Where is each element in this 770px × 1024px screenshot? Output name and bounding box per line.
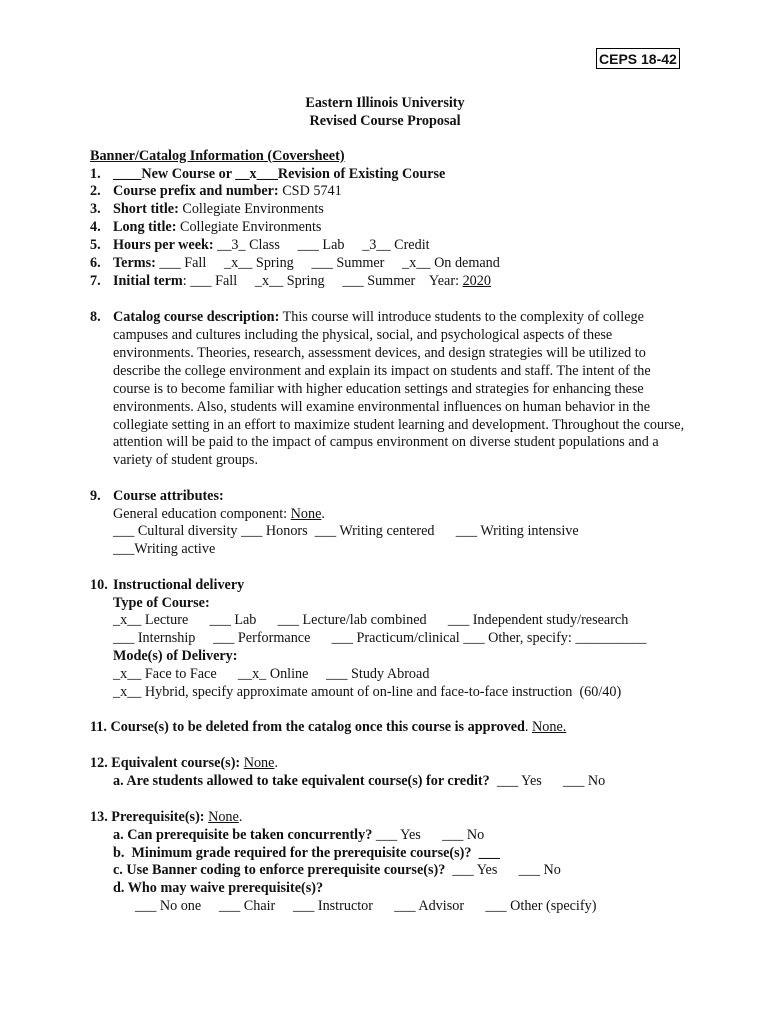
type-of-course-label: Type of Course: (113, 595, 210, 611)
prerequisites: 13. Prerequisite(s): None. (90, 809, 243, 825)
course-attributes-heading: 9. Course attributes: (90, 488, 224, 504)
prereq-banner-coding-question: c. Use Banner coding to enforce prerequisite course(s)? ___ Yes ___ No (113, 862, 561, 878)
university-name: Eastern Illinois University (305, 95, 465, 111)
prereq-waive-options: ___ No one ___ Chair ___ Instructor ___ Advisor ___ Other (specify) (135, 898, 597, 914)
catalog-description-line: describe the college environment and explain its impact on students and staff. The intent of the (113, 363, 651, 379)
attributes-options-line: ___ Cultural diversity ___ Honors ___ Writing centered ___ Writing intensive (113, 523, 579, 539)
attributes-writing-active: ___Writing active (113, 541, 216, 557)
prereq-minimum-grade-question: b. Minimum grade required for the prerequisite course(s)? ___ (113, 845, 500, 861)
equivalent-credit-question: a. Are students allowed to take equivalent course(s) for credit? ___ Yes ___ No (113, 773, 606, 789)
prereq-concurrent-question: a. Can prerequisite be taken concurrently? ___ Yes ___ No (113, 827, 485, 843)
modes-of-delivery-options-2: _x__ Hybrid, specify approximate amount of on-line and face-to-face instruction (60/40) (113, 684, 622, 700)
ceps-code-box: CEPS 18-42 (596, 48, 680, 69)
item-initial-term: 7. Initial term: ___ Fall _x__ Spring ___ Summer Year: 2020 (90, 273, 491, 289)
item-terms: 6. Terms: ___ Fall _x__ Spring ___ Summer _x__ On demand (90, 255, 500, 271)
gen-ed-component: General education component: None. (113, 506, 325, 522)
catalog-description-line: variety of student groups. (113, 452, 258, 468)
catalog-description-line: environments. Also, students will examine environmental influences on human behavior in the (113, 399, 651, 415)
item-long-title: 4. Long title: Collegiate Environments (90, 219, 322, 235)
catalog-description-line: attention will be paid to the impact of campus environment on diverse student populations and a (113, 434, 659, 450)
modes-of-delivery-label: Mode(s) of Delivery: (113, 648, 238, 664)
catalog-description-first-line: 8. Catalog course description: This course will introduce students to the complexity of college (90, 309, 644, 325)
catalog-description-line: campuses and cultures including the physical, social, and psychological aspects of these (113, 327, 613, 343)
type-of-course-options-1: _x__ Lecture ___ Lab ___ Lecture/lab combined ___ Independent study/research (113, 612, 629, 628)
catalog-description-line: environments. Theories, research, assessment devices, and design strategies will be utilized to (113, 345, 646, 361)
modes-of-delivery-options-1: _x__ Face to Face __x_ Online ___ Study Abroad (113, 666, 430, 682)
courses-to-delete: 11. Course(s) to be deleted from the catalog once this course is approved. None. (90, 719, 567, 735)
section-heading: Banner/Catalog Information (Coversheet) (90, 148, 345, 164)
type-of-course-options-2: ___ Internship ___ Performance ___ Practicum/clinical ___ Other, specify: __________ (113, 630, 647, 646)
prereq-waive-question: d. Who may waive prerequisite(s)? (113, 880, 324, 896)
equivalent-courses: 12. Equivalent course(s): None. (90, 755, 278, 771)
catalog-description-line: course is to become familiar with higher education settings and strategies for enhancing these (113, 381, 644, 397)
item-course-type: 1. ____New Course or __x___Revision of Existing Course (90, 166, 446, 182)
instructional-delivery-heading: 10. Instructional delivery (90, 577, 245, 593)
initial-year: 2020 (462, 273, 491, 289)
item-short-title: 3. Short title: Collegiate Environments (90, 201, 324, 217)
item-prefix-number: 2. Course prefix and number: CSD 5741 (90, 183, 342, 199)
document-title: Revised Course Proposal (309, 113, 461, 129)
catalog-description-line: collegiate setting in an effort to maximize student learning and development. Throughout the course, (113, 417, 685, 433)
item-hours-per-week: 5. Hours per week: __3_ Class ___ Lab _3__ Credit (90, 237, 430, 253)
